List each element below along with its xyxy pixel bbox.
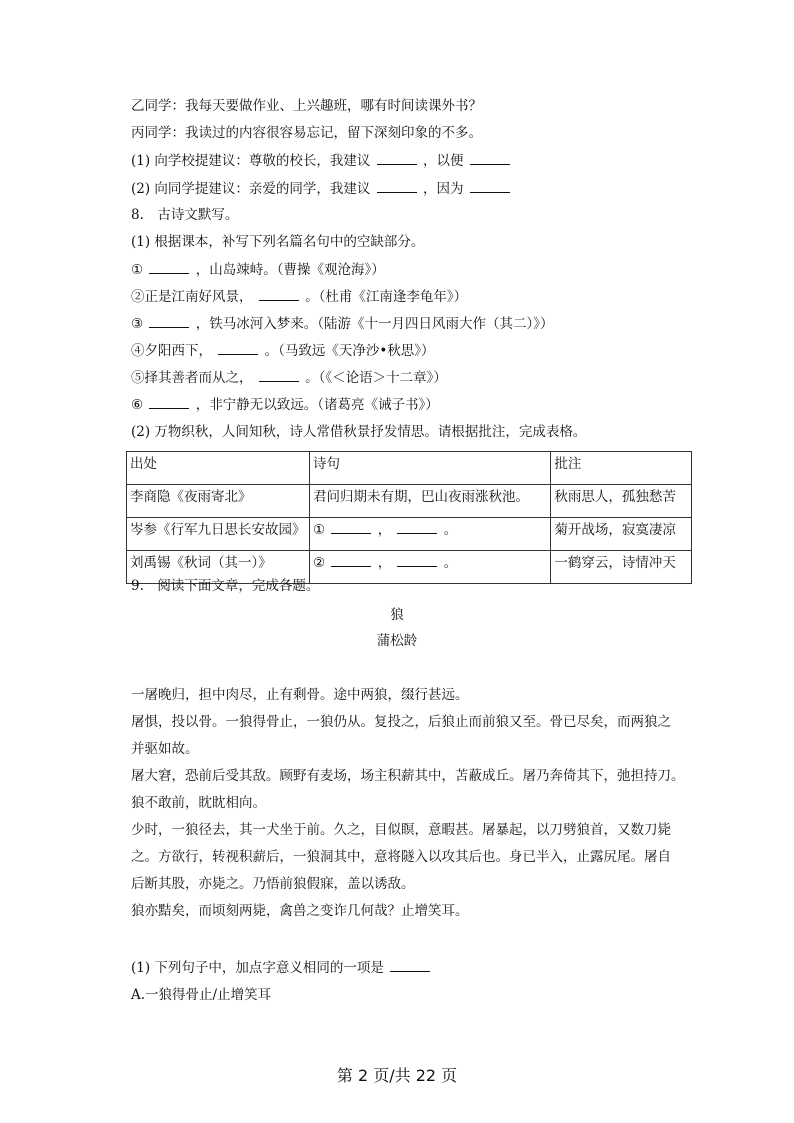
article-line: 少时，一狼径去，其一犬坐于前。久之，目似瞑，意暇甚。屠暴起，以刀劈狼首，又数刀毙 bbox=[131, 822, 671, 838]
table-cell-note: 秋雨思人，孤独愁苦 bbox=[551, 485, 692, 518]
table-cell-verse: ② ， 。 bbox=[309, 551, 550, 584]
answer-blank[interactable] bbox=[397, 553, 437, 567]
q8-title: 8. 古诗文默写。 bbox=[131, 207, 239, 223]
q7-suggestion-1: (1) 向学校提建议：尊敬的校长，我建议 ，以便 bbox=[131, 151, 512, 170]
table-header-row bbox=[127, 452, 692, 485]
q8-sub2: (2) 万物织秋，人间知秋，诗人常借秋景抒发情思。请根据批注，完成表格。 bbox=[131, 424, 587, 440]
article-line: 屠惧，投以骨。一狼得骨止，一狼仍从。复投之，后狼止而前狼又至。骨已尽矣，而两狼之 bbox=[131, 714, 671, 730]
poem-table bbox=[126, 451, 692, 584]
answer-blank[interactable] bbox=[377, 151, 417, 165]
q7-suggestion-2: (2) 向同学提建议：亲爱的同学，我建议 ，因为 bbox=[131, 179, 512, 198]
answer-blank[interactable] bbox=[259, 368, 299, 382]
q9-sub1: (1) 下列句子中，加点字意义相同的一项是 bbox=[131, 958, 432, 977]
article-line: 之。方欲行，转视积薪后，一狼洞其中，意将隧入以攻其后也。身已半入，止露尻尾。屠自 bbox=[131, 849, 671, 865]
article-line: 屠大窘，恐前后受其敌。顾野有麦场，场主积薪其中，苫蔽成丘。屠乃奔倚其下，弛担持刀。 bbox=[131, 768, 685, 784]
table-cell-note: 菊开战场，寂寞凄凉 bbox=[551, 518, 692, 551]
table-cell-source: 岑参《行军九日思长安故园》 bbox=[127, 518, 310, 551]
answer-blank[interactable] bbox=[331, 520, 371, 534]
table-header: 批注 bbox=[551, 452, 692, 485]
line-bing: 丙同学：我读过的内容很容易忘记，留下深刻印象的不多。 bbox=[131, 125, 482, 141]
table-row bbox=[127, 518, 692, 551]
answer-blank[interactable] bbox=[331, 553, 371, 567]
line-yi: 乙同学：我每天要做作业、上兴趣班，哪有时间读课外书？ bbox=[131, 98, 482, 114]
answer-blank[interactable] bbox=[218, 341, 258, 355]
table-header: 出处 bbox=[127, 452, 310, 485]
article-author: 蒲松龄 bbox=[376, 633, 418, 649]
table-header: 诗句 bbox=[309, 452, 550, 485]
table-cell-note: 一鹤穿云，诗情冲天 bbox=[551, 551, 692, 584]
answer-blank[interactable] bbox=[149, 260, 189, 274]
page-footer: 第 2 页/共 22 页 bbox=[336, 1066, 458, 1085]
answer-blank[interactable] bbox=[377, 179, 417, 193]
answer-blank[interactable] bbox=[149, 314, 189, 328]
table-row bbox=[127, 485, 692, 518]
answer-blank[interactable] bbox=[149, 395, 189, 409]
answer-blank[interactable] bbox=[390, 958, 430, 972]
article-line: 后断其股，亦毙之。乃悟前狼假寐，盖以诱敌。 bbox=[131, 876, 415, 892]
answer-blank[interactable] bbox=[470, 151, 510, 165]
q8-item-2: ②正是江南好风景， 。（杜甫《江南逢李龟年》） bbox=[131, 289, 468, 305]
table-cell-source: 李商隐《夜雨寄北》 bbox=[127, 485, 310, 518]
q8-item-4: ④夕阳西下， 。（马致远《天净沙•秋思》） bbox=[131, 343, 435, 359]
answer-blank[interactable] bbox=[397, 520, 437, 534]
q8-item-5: ⑤择其善者而从之， 。（《＜论语＞十二章》） bbox=[131, 370, 447, 386]
article-line: 狼亦黠矣，而顷刻两毙，禽兽之变诈几何哉？止增笑耳。 bbox=[131, 903, 469, 919]
q8-item-1: ① ，山岛竦峙。（曹操《观沧海》） bbox=[131, 262, 385, 278]
q9-title: 9. 阅读下面文章，完成各题。 bbox=[131, 578, 320, 594]
table-cell-verse: ① ， 。 bbox=[309, 518, 550, 551]
article-title: 狼 bbox=[390, 607, 404, 623]
q8-item-3: ③ ，铁马冰河入梦来。（陆游《十一月四日风雨大作（其二）》） bbox=[131, 316, 554, 332]
article-line: 一屠晚归，担中肉尽，止有剩骨。途中两狼，缀行甚远。 bbox=[131, 687, 469, 703]
q8-sub1: (1) 根据课本，补写下列名篇名句中的空缺部分。 bbox=[131, 234, 425, 250]
table-cell-verse: 君问归期未有期，巴山夜雨涨秋池。 bbox=[309, 485, 550, 518]
table-cell-source: 刘禹锡《秋词（其一）》 bbox=[127, 551, 310, 584]
article-line: 狼不敢前，眈眈相向。 bbox=[131, 795, 266, 811]
q8-item-6: ⑥ ，非宁静无以致远。（诸葛亮《诫子书》） bbox=[131, 397, 439, 413]
answer-blank[interactable] bbox=[259, 287, 299, 301]
q9-option-a: A.一狼得骨止/止增笑耳 bbox=[131, 987, 272, 1003]
article-line: 并驱如故。 bbox=[131, 741, 199, 757]
answer-blank[interactable] bbox=[470, 179, 510, 193]
